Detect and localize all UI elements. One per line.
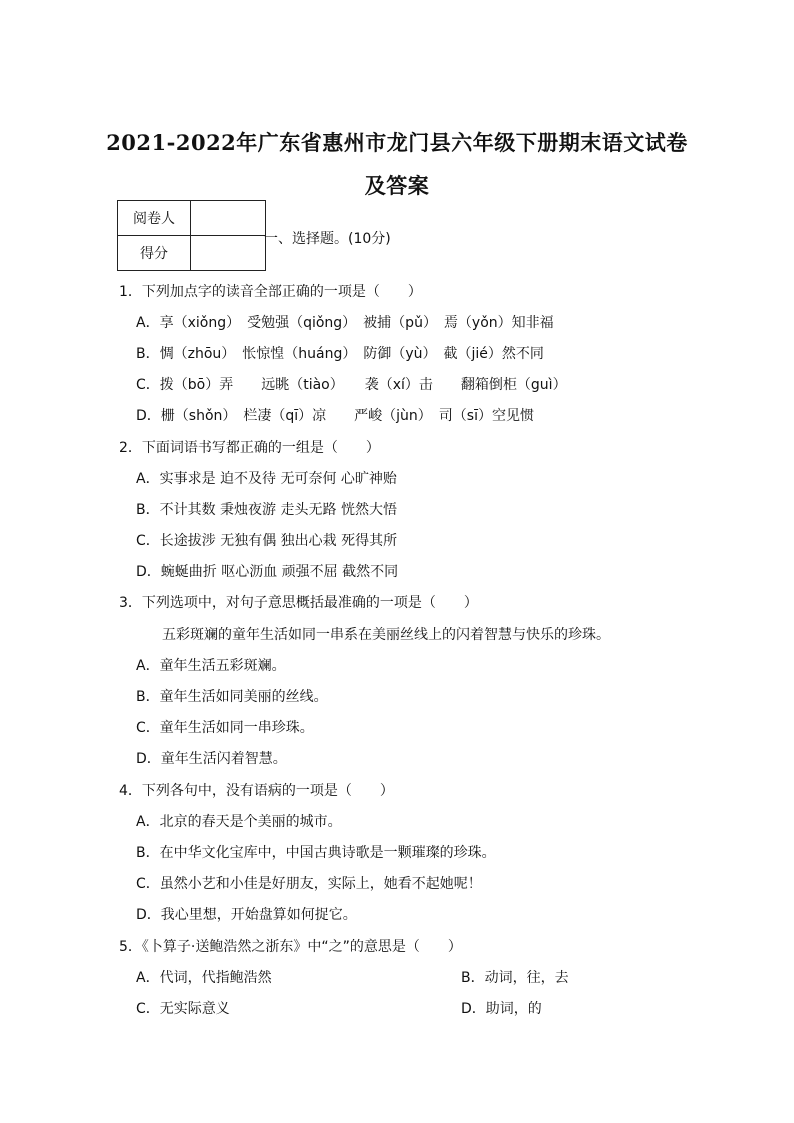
question-4-option-b: B．在中华文化宝库中，中国古典诗歌是一颗璀璨的珍珠。 xyxy=(136,845,496,861)
question-2-option-c: C．长途拔涉 无独有偶 独出心栽 死得其所 xyxy=(136,533,398,549)
question-4-option-a: A．北京的春天是个美丽的城市。 xyxy=(136,814,342,830)
question-5-option-c: C．无实际意义 xyxy=(136,1001,230,1017)
question-2-option-d: D．蜿蜒曲折 呕心沥血 顽强不屈 截然不同 xyxy=(136,564,399,580)
question-3-sentence: 五彩斑斓的童年生活如同一串系在美丽丝线上的闪着智慧与快乐的珍珠。 xyxy=(162,627,610,643)
question-1-option-c: C．拨（bō）弄 远眺（tiào） 袭（xí）击 翻箱倒柜（guì） xyxy=(136,377,567,393)
question-5-stem: 5．《卜算子·送鲍浩然之浙东》中“之”的意思是（ ） xyxy=(119,939,462,955)
question-3-option-b: B．童年生活如同美丽的丝线。 xyxy=(136,689,328,705)
question-4-stem: 4．下列各句中，没有语病的一项是（ ） xyxy=(119,783,394,799)
question-2-option-a: A．实事求是 迫不及待 无可奈何 心旷神贻 xyxy=(136,471,397,487)
question-4-option-d: D．我心里想，开始盘算如何捉它。 xyxy=(136,907,357,923)
question-3-stem: 3．下列选项中，对句子意思概括最准确的一项是（ ） xyxy=(119,595,478,611)
question-2-option-b: B．不计其数 秉烛夜游 走头无路 恍然大悟 xyxy=(136,502,397,518)
question-3-option-d: D．童年生活闪着智慧。 xyxy=(136,751,287,767)
reviewer-label: 阅卷人 xyxy=(118,201,191,236)
score-table xyxy=(117,200,266,271)
question-2-stem: 2．下面词语书写都正确的一组是（ ） xyxy=(119,440,380,456)
section-heading: 一、选择题。(10分) xyxy=(264,231,391,247)
question-1-stem: 1．下列加点字的读音全部正确的一项是（ ） xyxy=(119,284,422,300)
exam-title-continued: 及答案 xyxy=(364,173,430,198)
question-5-option-b: B．动词，往，去 xyxy=(461,970,569,986)
question-3-option-c: C．童年生活如同一串珍珠。 xyxy=(136,720,314,736)
score-cell xyxy=(191,236,266,271)
question-5-option-d: D．助词，的 xyxy=(461,1001,542,1017)
exam-title: 2021-2022年广东省惠州市龙门县六年级下册期末语文试卷 xyxy=(106,130,688,155)
score-label: 得分 xyxy=(118,236,191,271)
question-1-option-d: D．栅（shǒn） 栏凄（qī）凉 严峻（jùn） 司（sī）空见惯 xyxy=(136,408,534,424)
reviewer-cell xyxy=(191,201,266,236)
question-1-option-a: A．享（xiǒng） 受勉强（qiǒng） 被捕（pǔ） 焉（yǒn）知非福 xyxy=(136,315,554,331)
question-4-option-c: C．虽然小艺和小佳是好朋友，实际上，她看不起她呢！ xyxy=(136,876,482,892)
question-3-option-a: A．童年生活五彩斑斓。 xyxy=(136,658,286,674)
question-5-option-a: A．代词，代指鲍浩然 xyxy=(136,970,272,986)
question-1-option-b: B．惆（zhōu） 怅惊惶（huáng） 防御（yù） 截（jié）然不同 xyxy=(136,346,544,362)
